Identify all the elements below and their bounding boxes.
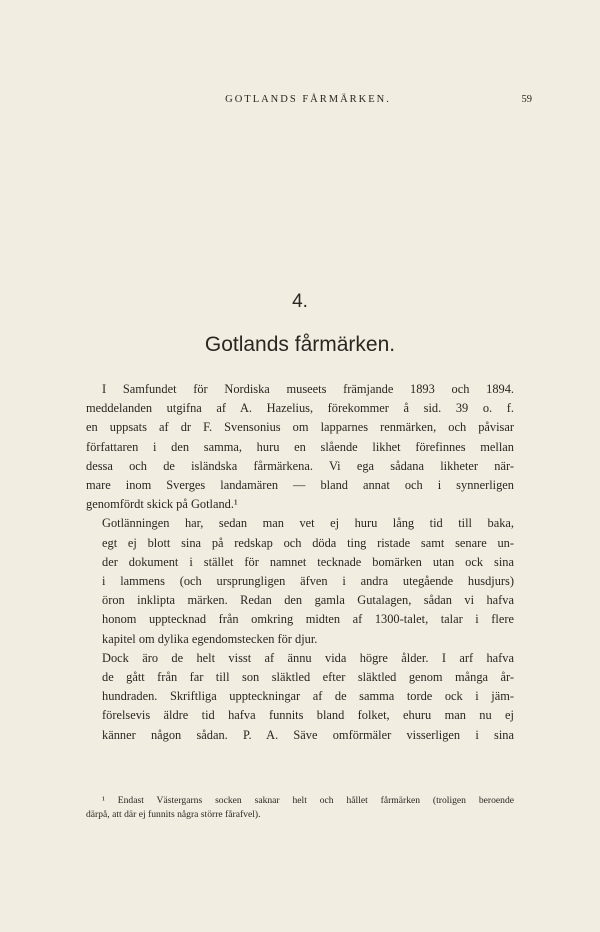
footnote-line: därpå, att där ej funnits några större fårafvel). bbox=[86, 809, 261, 820]
body-text bbox=[86, 380, 514, 745]
text-line: kapitel om dylika egendomstecken för djur. bbox=[102, 631, 318, 646]
paragraph-1 bbox=[86, 380, 514, 514]
footnote-line: ¹ Endast Västergarns socken saknar helt och hållet fårmärken (troligen beroende bbox=[102, 795, 514, 806]
text-line: meddelanden utgifna af A. Hazelius, förekommer å sid. 39 o. f. bbox=[86, 401, 514, 416]
text-line: författaren i den samma, huru en slående likhet förefinnes mellan bbox=[86, 439, 514, 454]
text-line: hundraden. Skriftliga uppteckningar af de samma torde ock i jäm- bbox=[102, 689, 514, 704]
text-line: de gått från far till son släktled efter släktled genom många år- bbox=[102, 670, 514, 685]
chapter-title: Gotlands fårmärken. bbox=[204, 333, 396, 356]
text-line: öron inklipta märken. Redan den gamla Gutalagen, sådan vi hafva bbox=[102, 593, 514, 608]
paragraph-3 bbox=[86, 649, 514, 745]
text-line: der dokument i stället för namnet tecknade bomärken utan ock sina bbox=[102, 554, 514, 569]
text-line: känner någon sådan. P. A. Säve omförmäler visserligen i sina bbox=[102, 727, 514, 742]
text-line: mare inom Sverges landamären — bland annat och i synnerligen bbox=[86, 478, 514, 493]
text-line: egt ej blott sina på redskap och döda ting ristade samt senare un- bbox=[102, 535, 514, 550]
text-line: dessa och de isländska fårmärkena. Vi ega sådana likheter när- bbox=[86, 458, 514, 473]
footnote bbox=[86, 794, 514, 822]
text-line: I Samfundet för Nordiska museets främjande 1893 och 1894. bbox=[102, 382, 514, 396]
text-line: Gotlänningen har, sedan man vet ej huru lång tid till baka, bbox=[102, 516, 514, 531]
text-line: honom upptecknad från omkring midten af 1300-talet, talar i flere bbox=[102, 612, 514, 627]
text-line: Dock äro de helt visst af ännu vida högre ålder. I arf hafva bbox=[102, 650, 514, 665]
paragraph-2 bbox=[86, 514, 514, 648]
text-line: förelsevis äldre tid hafva funnits bland folket, ehuru man nu ej bbox=[102, 708, 514, 723]
text-line: en uppsats af dr F. Svensonius om lapparnes renmärken, och påvisar bbox=[86, 420, 514, 435]
chapter-number: 4. bbox=[292, 291, 308, 312]
text-line: i lammens (och ursprungligen äfven i andra utegående husdjurs) bbox=[102, 574, 514, 589]
running-head-title: GOTLANDS FÅRMÄRKEN. bbox=[225, 94, 391, 105]
text-line: genomfördt skick på Gotland.¹ bbox=[86, 497, 238, 512]
page-number: 59 bbox=[521, 94, 532, 105]
